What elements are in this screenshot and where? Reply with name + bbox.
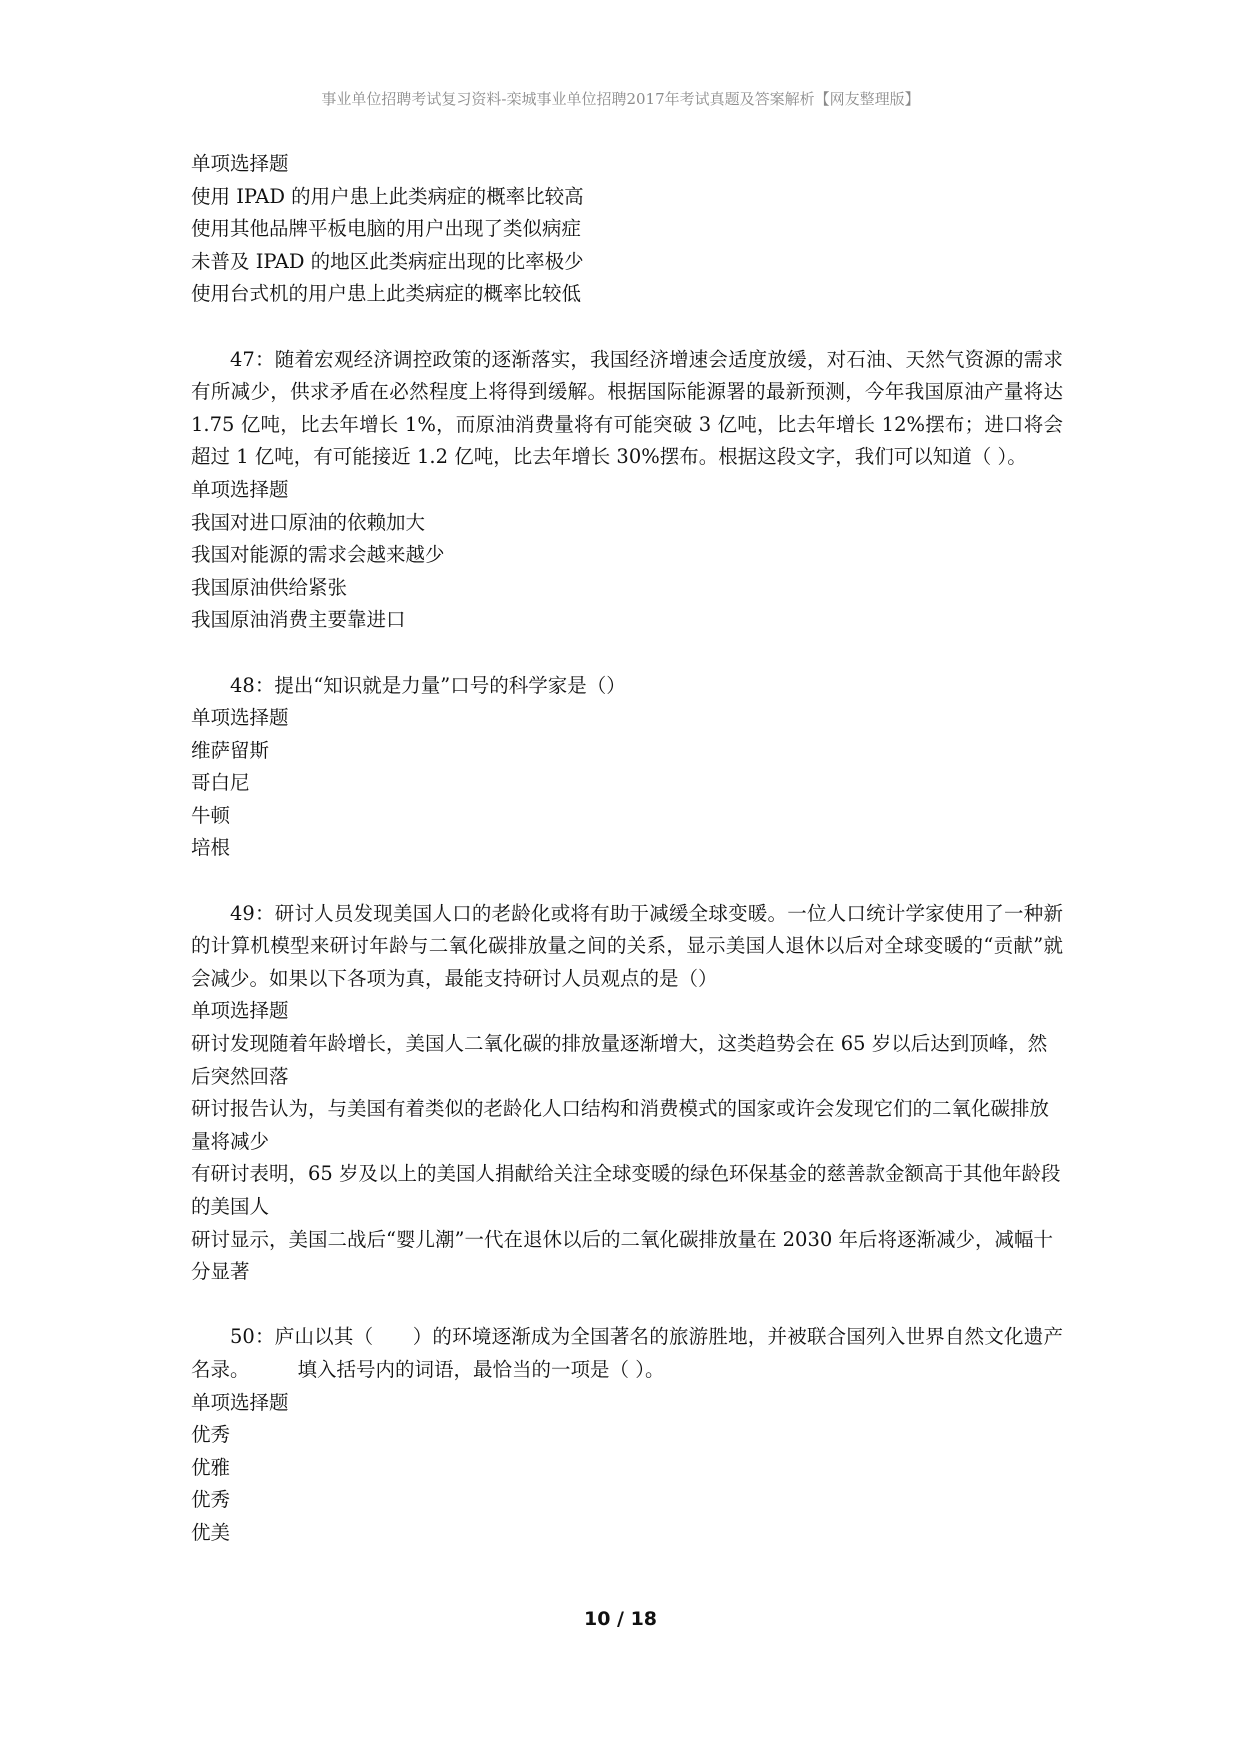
question-type: 单项选择题 bbox=[191, 477, 289, 501]
question-49 bbox=[191, 898, 1063, 1289]
question-stem bbox=[191, 1321, 1063, 1386]
question-50 bbox=[191, 1321, 1063, 1549]
option: 有研讨表明，65 岁及以上的美国人捐献给关注全球变暖的绿色环保基金的慈善款金额高于其他年龄段的美国人 bbox=[191, 1162, 1061, 1218]
option: 哥白尼 bbox=[191, 771, 250, 795]
question-type: 单项选择题 bbox=[191, 152, 289, 175]
question-type: 单项选择题 bbox=[191, 706, 289, 730]
option: 我国原油消费主要靠进口 bbox=[191, 608, 406, 632]
option: 我国原油供给紧张 bbox=[191, 575, 348, 599]
page-header: 事业单位招聘考试复习资料-栾城事业单位招聘2017年考试真题及答案解析【网友整理版】 bbox=[321, 90, 920, 108]
question-type: 单项选择题 bbox=[191, 999, 289, 1023]
option: 我国对进口原油的依赖加大 bbox=[191, 510, 426, 534]
question-46-tail bbox=[191, 148, 1063, 311]
question-stem: 49：研讨人员发现美国人口的老龄化或将有助于减缓全球变暖。一位人口统计学家使用了一种新的计算机模型来研讨年龄与二氧化碳排放量之间的关系，显示美国人退休以后对全球变暖的“贡献”就会减少。如果以下各项为真，最能支持研讨人员观点的是（） bbox=[191, 901, 1063, 990]
question-stem: 47：随着宏观经济调控政策的逐渐落实，我国经济增速会适度放缓，对石油、天然气资源的需求有所减少，供求矛盾在必然程度上将得到缓解。根据国际能源署的最新预测，今年我国原油产量将达 1.75 亿吨，比去年增长 1%，而原油消费量将有可能突破 3 亿吨，比去年增长 12%摆布；进口将会超过 1 亿吨，有可能接近 1.2 亿吨，比去年增长 30%摆布。根据这段文字，我们可以知道（ ）。 bbox=[191, 347, 1063, 469]
question-stem: 48：提出“知识就是力量”口号的科学家是（） bbox=[230, 673, 626, 697]
question-stem-part2: 填入括号内的词语，最恰当的一项是（ ）。 bbox=[297, 1357, 665, 1381]
option: 我国对能源的需求会越来越少 bbox=[191, 543, 445, 567]
document-body bbox=[191, 148, 1063, 1550]
option: 牛顿 bbox=[191, 803, 231, 827]
option: 优秀 bbox=[191, 1488, 231, 1512]
option: 未普及 IPAD 的地区此类病症出现的比率极少 bbox=[191, 249, 584, 273]
option: 培根 bbox=[191, 836, 231, 860]
option: 优雅 bbox=[191, 1455, 231, 1479]
option: 使用其他品牌平板电脑的用户出现了类似病症 bbox=[191, 217, 582, 241]
question-48 bbox=[191, 670, 1063, 866]
option: 使用台式机的用户患上此类病症的概率比较低 bbox=[191, 282, 582, 306]
option: 维萨留斯 bbox=[191, 738, 270, 762]
question-47 bbox=[191, 344, 1063, 637]
question-stem-part1: 50：庐山以其（ ）的环境逐渐成为全国著名的旅游胜地，并被联合国列入世界自然文化遗产名录。 bbox=[191, 1325, 1063, 1381]
option: 优秀 bbox=[191, 1423, 231, 1447]
option: 研讨报告认为，与美国有着类似的老龄化人口结构和消费模式的国家或许会发现它们的二氧化碳排放量将减少 bbox=[191, 1097, 1050, 1153]
option: 研讨发现随着年龄增长，美国人二氧化碳的排放量逐渐增大，这类趋势会在 65 岁以后达到顶峰，然后突然回落 bbox=[191, 1032, 1048, 1088]
option: 使用 IPAD 的用户患上此类病症的概率比较高 bbox=[191, 184, 584, 208]
question-type: 单项选择题 bbox=[191, 1390, 289, 1414]
page-number: 10 / 18 bbox=[583, 1608, 658, 1630]
option: 优美 bbox=[191, 1520, 231, 1544]
option: 研讨显示，美国二战后“婴儿潮”一代在退休以后的二氧化碳排放量在 2030 年后将逐渐减少，减幅十分显著 bbox=[191, 1227, 1053, 1284]
